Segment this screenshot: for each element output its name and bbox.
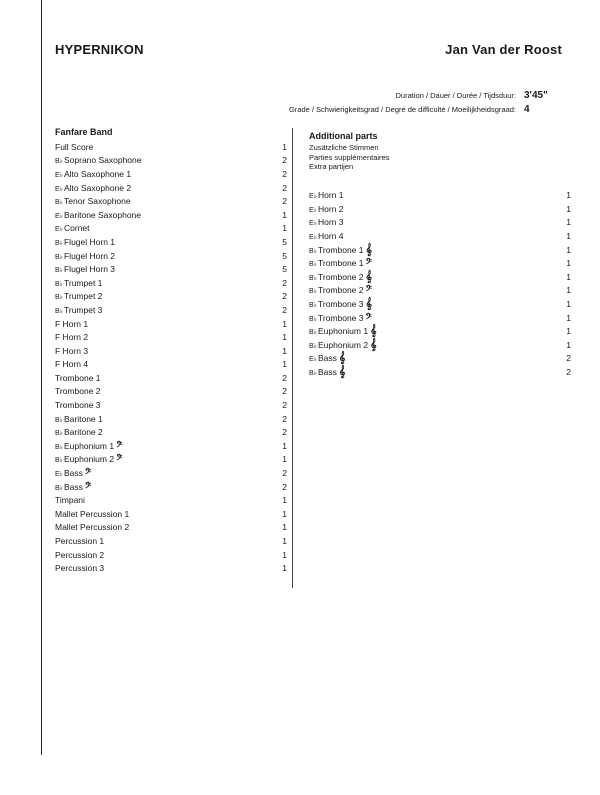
part-name-group (55, 319, 88, 329)
part-name-group (55, 346, 88, 356)
part-quantity: 1 (566, 312, 571, 323)
part-row (309, 338, 571, 352)
part-name: Horn 2 (317, 203, 344, 214)
part-quantity: 1 (566, 339, 571, 350)
part-row (309, 365, 571, 379)
part-quantity: 1 (282, 495, 287, 506)
part-name-group (55, 169, 131, 179)
part-name: Trombone 2 (317, 285, 364, 296)
part-row (55, 140, 287, 154)
part-row (309, 256, 571, 270)
part-name: Trombone 1 (317, 244, 364, 255)
bass-clef-icon: 𝄢 (365, 285, 372, 297)
bass-clef-icon: 𝄢 (84, 468, 92, 480)
part-quantity: 1 (282, 141, 287, 152)
part-row (55, 480, 287, 494)
key-prefix: B♭ (55, 307, 63, 315)
part-name-group (309, 242, 373, 256)
part-name: Trombone 3 (317, 299, 364, 310)
part-row (55, 548, 287, 562)
key-prefix: E♭ (55, 471, 63, 479)
part-name-group (55, 251, 115, 261)
part-name: Bass (317, 353, 337, 364)
part-name: Alto Saxophone 1 (63, 168, 132, 179)
part-name: Trombone 3 (317, 312, 364, 323)
part-name-group (309, 326, 377, 336)
part-name-group (55, 386, 101, 396)
part-quantity: 1 (282, 318, 287, 329)
part-quantity: 2 (282, 155, 287, 166)
part-row (55, 208, 287, 222)
part-name: F Horn 2 (55, 332, 89, 343)
part-name-group (55, 373, 101, 383)
part-name: F Horn 3 (55, 345, 89, 356)
part-name-group (55, 237, 115, 247)
treble-clef-icon: 𝄞 (365, 242, 373, 256)
part-quantity: 1 (566, 326, 571, 337)
part-quantity: 2 (282, 468, 287, 479)
key-prefix: E♭ (55, 171, 63, 179)
part-row (309, 352, 571, 366)
treble-clef-icon: 𝄞 (338, 365, 346, 379)
additional-parts-list (309, 131, 571, 379)
part-row (55, 358, 287, 372)
part-name: Trumpet 2 (63, 291, 103, 302)
part-quantity: 1 (566, 190, 571, 201)
part-name-group (309, 299, 372, 309)
key-prefix: E♭ (55, 212, 63, 220)
part-row (309, 311, 571, 325)
part-row (55, 507, 287, 521)
part-name: Trombone 2 (55, 386, 101, 397)
key-prefix: B♭ (55, 457, 63, 465)
part-quantity: 1 (282, 209, 287, 220)
part-quantity: 1 (282, 345, 287, 356)
grade-row (289, 104, 554, 115)
part-name-group (309, 269, 373, 283)
part-quantity: 2 (282, 400, 287, 411)
part-name-group (55, 155, 142, 165)
part-row (309, 229, 571, 243)
part-row (309, 216, 571, 230)
part-row (55, 303, 287, 317)
part-name-group (55, 414, 103, 424)
part-name: Horn 3 (317, 217, 344, 228)
part-quantity: 1 (566, 258, 571, 269)
treble-clef-icon: 𝄞 (365, 297, 373, 311)
grade-label: Grade / Schwierigkeitsgrad / Degré de difficulté / Moeilijkheidsgraad: (288, 105, 516, 114)
part-quantity: 2 (282, 372, 287, 383)
part-name-group (309, 217, 344, 227)
key-prefix: E♭ (55, 226, 63, 234)
part-name-group (55, 305, 102, 315)
part-row (55, 439, 287, 453)
subheading-fr: Parties supplémentaires (309, 152, 390, 162)
part-row (309, 243, 571, 257)
part-quantity: 2 (282, 291, 287, 302)
piece-title: HYPERNIKON (55, 42, 144, 57)
part-quantity: 1 (566, 244, 571, 255)
part-name: Trumpet 1 (63, 277, 103, 288)
part-quantity: 2 (282, 168, 287, 179)
part-quantity: 1 (566, 203, 571, 214)
part-quantity: 2 (282, 304, 287, 315)
part-name-group (55, 468, 91, 478)
part-name: Bass (317, 367, 337, 378)
part-name-group (55, 522, 129, 532)
key-prefix: B♭ (309, 342, 317, 350)
part-name-group (309, 285, 372, 295)
key-prefix: B♭ (309, 288, 317, 296)
part-name: F Horn 1 (55, 318, 89, 329)
part-row (55, 371, 287, 385)
part-quantity: 2 (282, 386, 287, 397)
part-row (55, 398, 287, 412)
part-name-group (55, 278, 102, 288)
part-quantity: 2 (282, 182, 287, 193)
key-prefix: B♭ (55, 416, 63, 424)
key-prefix: E♭ (309, 220, 317, 228)
bass-clef-icon: 𝄢 (116, 440, 123, 452)
key-prefix: B♭ (55, 443, 63, 451)
part-name-group (309, 190, 344, 200)
part-name: Percussion 3 (55, 563, 105, 574)
part-name-group (55, 223, 90, 233)
part-quantity: 5 (282, 264, 287, 275)
part-name: Baritone Saxophone (63, 209, 142, 220)
part-quantity: 1 (282, 563, 287, 574)
treble-clef-icon: 𝄞 (338, 351, 346, 365)
part-name: Euphonium 2 (63, 454, 115, 465)
key-prefix: E♭ (309, 206, 317, 214)
part-quantity: 2 (566, 367, 571, 378)
subheading-nl: Extra partijen (309, 162, 354, 171)
part-name-group (55, 291, 102, 301)
part-name-group (55, 509, 129, 519)
part-row (55, 344, 287, 358)
key-prefix: B♭ (55, 280, 63, 288)
additional-subheadings (309, 143, 571, 172)
part-name: Trombone 3 (55, 400, 101, 411)
part-row (55, 493, 287, 507)
key-prefix: E♭ (55, 185, 63, 193)
part-name: Euphonium 1 (63, 440, 115, 451)
key-prefix: E♭ (309, 356, 317, 364)
part-name-group (55, 550, 104, 560)
part-quantity: 1 (282, 454, 287, 465)
key-prefix: B♭ (55, 294, 63, 302)
part-name: Mallet Percussion 1 (55, 508, 130, 519)
part-row (55, 249, 287, 263)
part-name-group (309, 337, 377, 351)
part-row (309, 202, 571, 216)
part-name: Baritone 1 (63, 413, 103, 424)
part-row (55, 412, 287, 426)
composer-name: Jan Van der Roost (445, 42, 562, 57)
margin-rule (41, 0, 42, 755)
part-name-group (309, 204, 344, 214)
part-row (55, 154, 287, 168)
key-prefix: B♭ (55, 239, 63, 247)
part-name: Baritone 2 (63, 427, 103, 438)
part-quantity: 5 (282, 236, 287, 247)
part-row (309, 284, 571, 298)
part-quantity: 1 (282, 223, 287, 234)
part-name-group (55, 563, 104, 573)
part-quantity: 5 (282, 250, 287, 261)
bass-clef-icon: 𝄢 (365, 258, 372, 270)
part-name: Trombone 1 (317, 258, 364, 269)
part-quantity: 1 (282, 522, 287, 533)
part-quantity: 1 (566, 217, 571, 228)
part-quantity: 1 (282, 359, 287, 370)
key-prefix: B♭ (55, 430, 63, 438)
part-quantity: 1 (282, 332, 287, 343)
part-name-group (55, 359, 88, 369)
part-row (55, 235, 287, 249)
key-prefix: B♭ (309, 315, 317, 323)
part-name-group (55, 536, 104, 546)
key-prefix: B♭ (55, 484, 63, 492)
part-row (309, 189, 571, 203)
grade-value: 4 (524, 104, 530, 115)
bass-clef-icon: 𝄢 (84, 481, 92, 493)
part-row (55, 262, 287, 276)
part-row (55, 425, 287, 439)
fanfare-heading: Fanfare Band (55, 127, 113, 137)
part-row (55, 330, 287, 344)
part-name-group (55, 495, 85, 505)
part-name-group (55, 400, 101, 410)
part-name-group (55, 264, 115, 274)
part-name: Bass (63, 468, 83, 479)
part-row (55, 466, 287, 480)
key-prefix: B♭ (309, 370, 317, 378)
key-prefix: B♭ (55, 267, 63, 275)
part-name: Percussion 1 (55, 536, 105, 547)
part-name-group (55, 441, 123, 451)
part-row (309, 270, 571, 284)
treble-clef-icon: 𝄞 (370, 324, 377, 338)
part-name-group (309, 231, 344, 241)
key-prefix: E♭ (309, 234, 317, 242)
part-name: Full Score (55, 141, 94, 152)
part-row (55, 167, 287, 181)
part-quantity: 2 (566, 353, 571, 364)
part-name: Euphonium 1 (317, 326, 369, 337)
part-name-group (55, 196, 131, 206)
key-prefix: B♭ (309, 302, 317, 310)
treble-clef-icon: 𝄞 (365, 269, 373, 283)
part-row (55, 561, 287, 575)
part-name: Timpani (55, 495, 85, 506)
part-quantity: 2 (282, 196, 287, 207)
part-name-group (309, 353, 345, 363)
bass-clef-icon: 𝄢 (365, 312, 372, 324)
part-name: Mallet Percussion 2 (55, 522, 130, 533)
part-row (55, 194, 287, 208)
part-name: Trombone 1 (55, 372, 101, 383)
part-row (55, 317, 287, 331)
part-quantity: 1 (566, 299, 571, 310)
part-name-group (55, 332, 88, 342)
part-quantity: 1 (566, 231, 571, 242)
part-name: Flugel Horn 2 (63, 250, 116, 261)
part-quantity: 1 (282, 549, 287, 560)
part-row (55, 276, 287, 290)
part-name-group (55, 454, 123, 464)
key-prefix: E♭ (309, 193, 317, 201)
duration-label: Duration / Dauer / Durée / Tijdsduur: (395, 91, 516, 100)
column-divider (292, 128, 293, 588)
part-name: Soprano Saxophone (63, 155, 142, 166)
part-name-group (309, 258, 372, 268)
part-quantity: 1 (282, 508, 287, 519)
part-name: Cornet (63, 223, 90, 234)
part-name: F Horn 4 (55, 359, 89, 370)
part-name-group (55, 210, 141, 220)
key-prefix: B♭ (309, 247, 317, 255)
part-name-group (55, 183, 131, 193)
part-name: Flugel Horn 3 (63, 264, 116, 275)
key-prefix: B♭ (309, 274, 317, 282)
part-row (55, 453, 287, 467)
key-prefix: B♭ (309, 261, 317, 269)
part-quantity: 1 (566, 271, 571, 282)
part-name-group (309, 313, 372, 323)
part-name: Horn 4 (317, 231, 344, 242)
duration-row (396, 90, 554, 101)
part-name: Alto Saxophone 2 (63, 182, 132, 193)
part-name: Tenor Saxophone (63, 196, 131, 207)
part-name-group (309, 367, 345, 377)
part-row (55, 181, 287, 195)
part-row (55, 385, 287, 399)
part-row (55, 534, 287, 548)
part-quantity: 2 (282, 481, 287, 492)
bass-clef-icon: 𝄢 (116, 454, 123, 466)
part-row (55, 290, 287, 304)
part-row (309, 324, 571, 338)
part-name: Trumpet 3 (63, 304, 103, 315)
part-name-group (55, 142, 93, 152)
part-name: Trombone 2 (317, 271, 364, 282)
part-quantity: 1 (282, 536, 287, 547)
part-quantity: 2 (282, 427, 287, 438)
key-prefix: B♭ (55, 158, 63, 166)
key-prefix: B♭ (55, 199, 63, 207)
part-row (55, 521, 287, 535)
duration-value: 3'45" (524, 90, 548, 101)
part-quantity: 2 (282, 413, 287, 424)
part-quantity: 2 (282, 277, 287, 288)
treble-clef-icon: 𝄞 (370, 337, 377, 351)
fanfare-band-list (55, 127, 287, 575)
key-prefix: B♭ (309, 329, 317, 337)
part-name: Euphonium 2 (317, 339, 369, 350)
part-quantity: 1 (566, 285, 571, 296)
part-quantity: 1 (282, 440, 287, 451)
part-name: Bass (63, 481, 83, 492)
part-name: Horn 1 (317, 190, 344, 201)
part-row (55, 222, 287, 236)
additional-heading: Additional parts (309, 131, 378, 141)
subheading-de: Zusätzliche Stimmen (309, 143, 379, 152)
part-name: Flugel Horn 1 (63, 236, 116, 247)
part-name: Percussion 2 (55, 549, 105, 560)
part-name-group (55, 427, 103, 437)
key-prefix: B♭ (55, 253, 63, 261)
part-row (309, 297, 571, 311)
part-name-group (55, 482, 91, 492)
